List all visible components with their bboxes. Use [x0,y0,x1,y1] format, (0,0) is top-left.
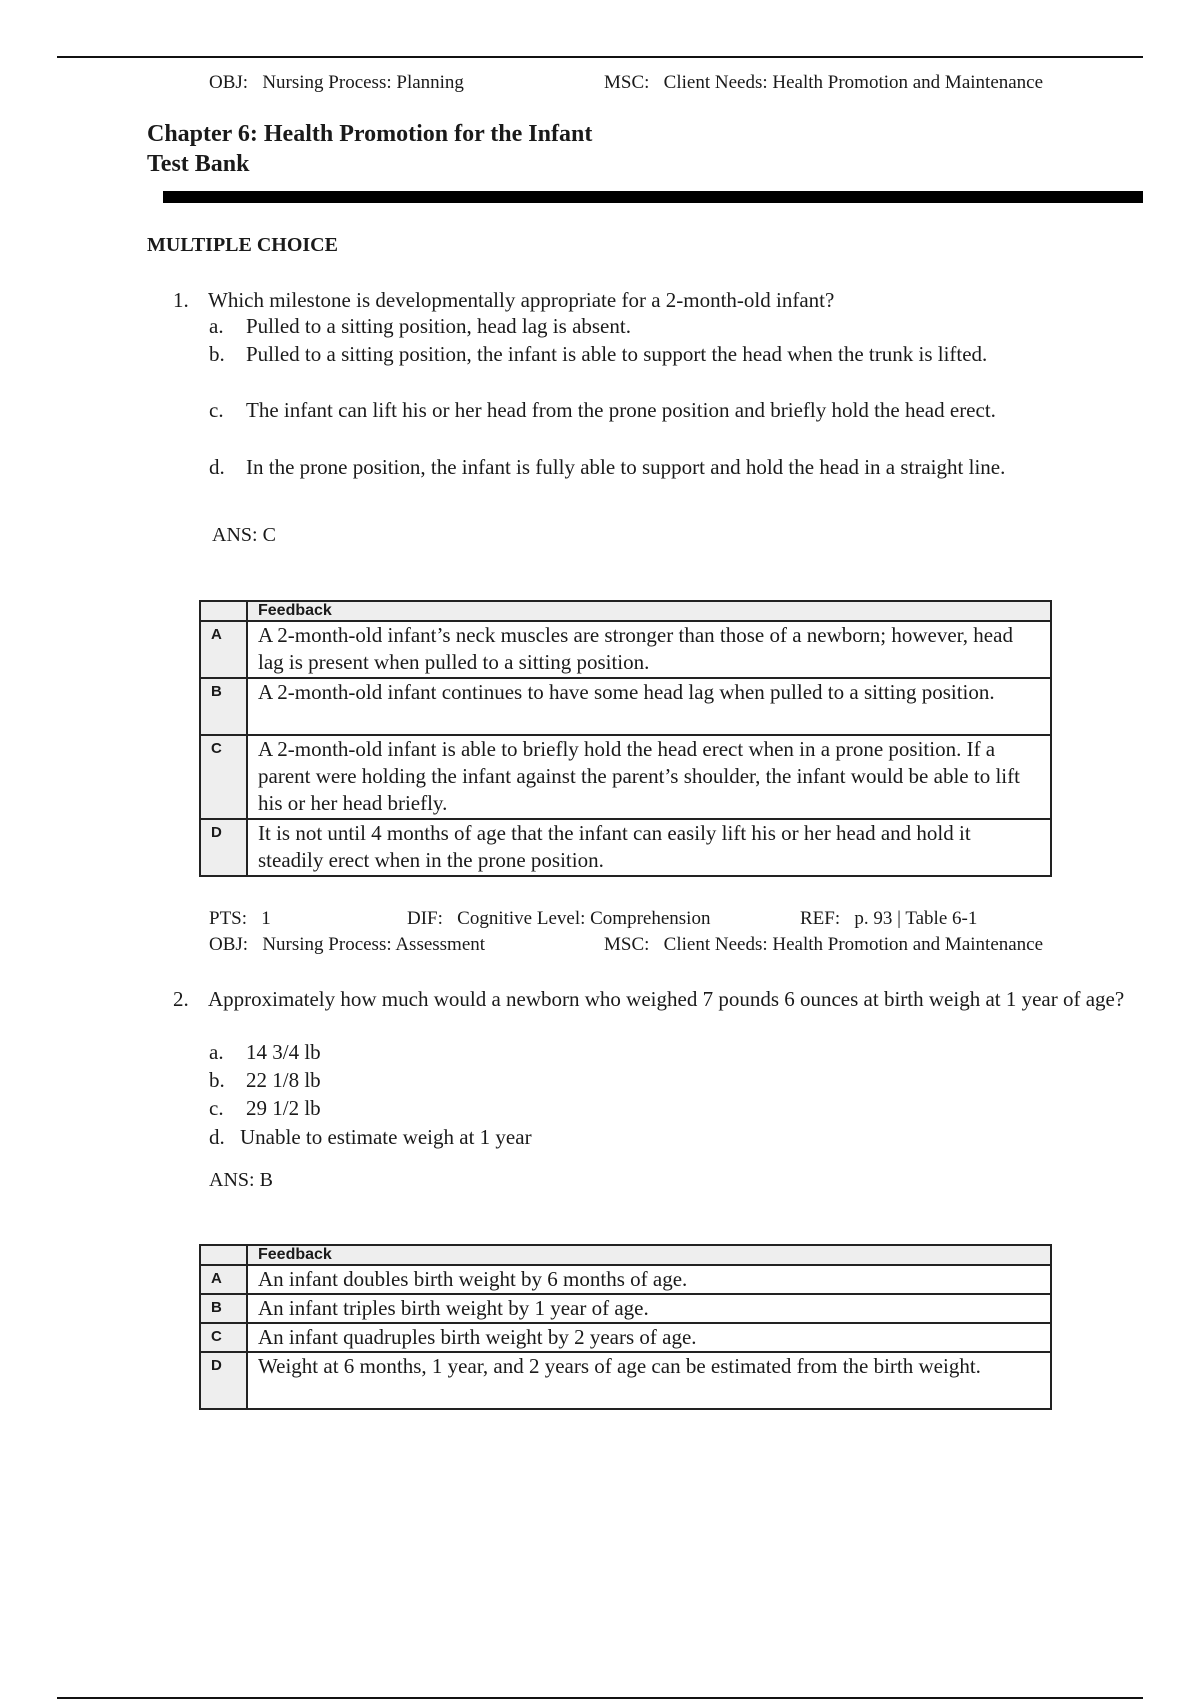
feedback-row [200,1265,1051,1294]
question-stem: Which milestone is developmentally appropriate for a 2-month-old infant? [208,288,835,312]
feedback-row [200,1352,1051,1409]
feedback-row [200,678,1051,735]
feedback-letter: B [200,678,247,735]
answer-1: ANS: C [212,524,276,546]
option-letter: d. [209,455,225,479]
feedback-text: Weight at 6 months, 1 year, and 2 years of age can be estimated from the birth weight. [247,1352,1051,1409]
feedback-letter: C [200,735,247,819]
option-text: The infant can lift his or her head from the prone position and briefly hold the head erect. [246,398,996,422]
chapter-title: Chapter 6: Health Promotion for the Infant [147,121,593,147]
test-bank-title: Test Bank [147,151,250,177]
pts-label: PTS: [209,908,248,929]
dif-value: Cognitive Level: Comprehension [457,908,711,929]
ref-value: p. 93 | Table 6-1 [854,908,978,929]
top-rule [57,56,1143,58]
header-msc-value: Client Needs: Health Promotion and Maintenance [663,72,1044,93]
page-title [147,119,592,179]
feedback-text: A 2-month-old infant is able to briefly hold the head erect when in a prone position. If a parent were holding the infant against the parent’s shoulder, the infant would be able to lift his or her head briefly. [247,735,1051,819]
q1-obj [209,934,485,956]
question-number: 2. [173,987,189,1011]
feedback-letter: A [200,621,247,678]
option-letter: d. [209,1125,225,1149]
msc-value: Client Needs: Health Promotion and Maintenance [663,934,1044,955]
feedback-text: A 2-month-old infant continues to have some head lag when pulled to a sitting position. [247,678,1051,735]
option-letter: c. [209,1096,224,1120]
option-text: 22 1/8 lb [246,1068,321,1092]
q1-dif [407,908,710,930]
msc-label: MSC: [604,934,650,955]
feedback-row [200,621,1051,678]
option-letter: b. [209,342,225,366]
section-heading: MULTIPLE CHOICE [147,234,338,256]
option-text: 29 1/2 lb [246,1096,321,1120]
feedback-letter: B [200,1294,247,1323]
feedback-text: An infant triples birth weight by 1 year of age. [247,1294,1051,1323]
feedback-row [200,1294,1051,1323]
header-obj-label: OBJ: [209,72,249,93]
header-obj [209,72,464,94]
q1-pts [209,908,271,930]
feedback-row [200,1323,1051,1352]
feedback-text: A 2-month-old infant’s neck muscles are stronger than those of a newborn; however, head lag is present when pulled to a sitting position. [247,621,1051,678]
option-text: Unable to estimate weigh at 1 year [240,1125,532,1149]
option-letter: c. [209,398,224,422]
bottom-rule [57,1697,1143,1699]
option-letter: a. [209,1040,224,1064]
obj-value: Nursing Process: Assessment [262,934,486,955]
feedback-table-2 [199,1244,1052,1410]
header-obj-value: Nursing Process: Planning [262,72,464,93]
feedback-letter: D [200,1352,247,1409]
feedback-letter: C [200,1323,247,1352]
feedback-letter: D [200,819,247,876]
option-text: In the prone position, the infant is fully able to support and hold the head in a straight line. [246,455,1006,479]
feedback-corner [200,601,247,621]
pts-value: 1 [261,908,271,929]
question-number: 1. [173,288,189,312]
option-letter: b. [209,1068,225,1092]
feedback-text: It is not until 4 months of age that the infant can easily lift his or her head and hold it steadily erect when in the prone position. [247,819,1051,876]
dif-label: DIF: [407,908,443,929]
feedback-text: An infant quadruples birth weight by 2 years of age. [247,1323,1051,1352]
header-msc-label: MSC: [604,72,650,93]
option-text: Pulled to a sitting position, the infant is able to support the head when the trunk is lifted. [246,342,988,366]
feedback-row [200,819,1051,876]
q1-ref [800,908,977,930]
option-text: 14 3/4 lb [246,1040,321,1064]
option-text: Pulled to a sitting position, head lag is absent. [246,314,631,338]
feedback-letter: A [200,1265,247,1294]
ref-label: REF: [800,908,841,929]
title-rule [163,191,1143,203]
feedback-row [200,735,1051,819]
obj-label: OBJ: [209,934,249,955]
feedback-corner [200,1245,247,1265]
feedback-header: Feedback [247,1245,1051,1265]
feedback-table-1 [199,600,1052,877]
header-msc [604,72,1043,94]
feedback-text: An infant doubles birth weight by 6 months of age. [247,1265,1051,1294]
feedback-header: Feedback [247,601,1051,621]
q1-msc [604,934,1043,956]
question-stem: Approximately how much would a newborn who weighed 7 pounds 6 ounces at birth weigh at 1 year of age? [208,987,1125,1011]
option-letter: a. [209,314,224,338]
answer-2: ANS: B [209,1169,273,1191]
